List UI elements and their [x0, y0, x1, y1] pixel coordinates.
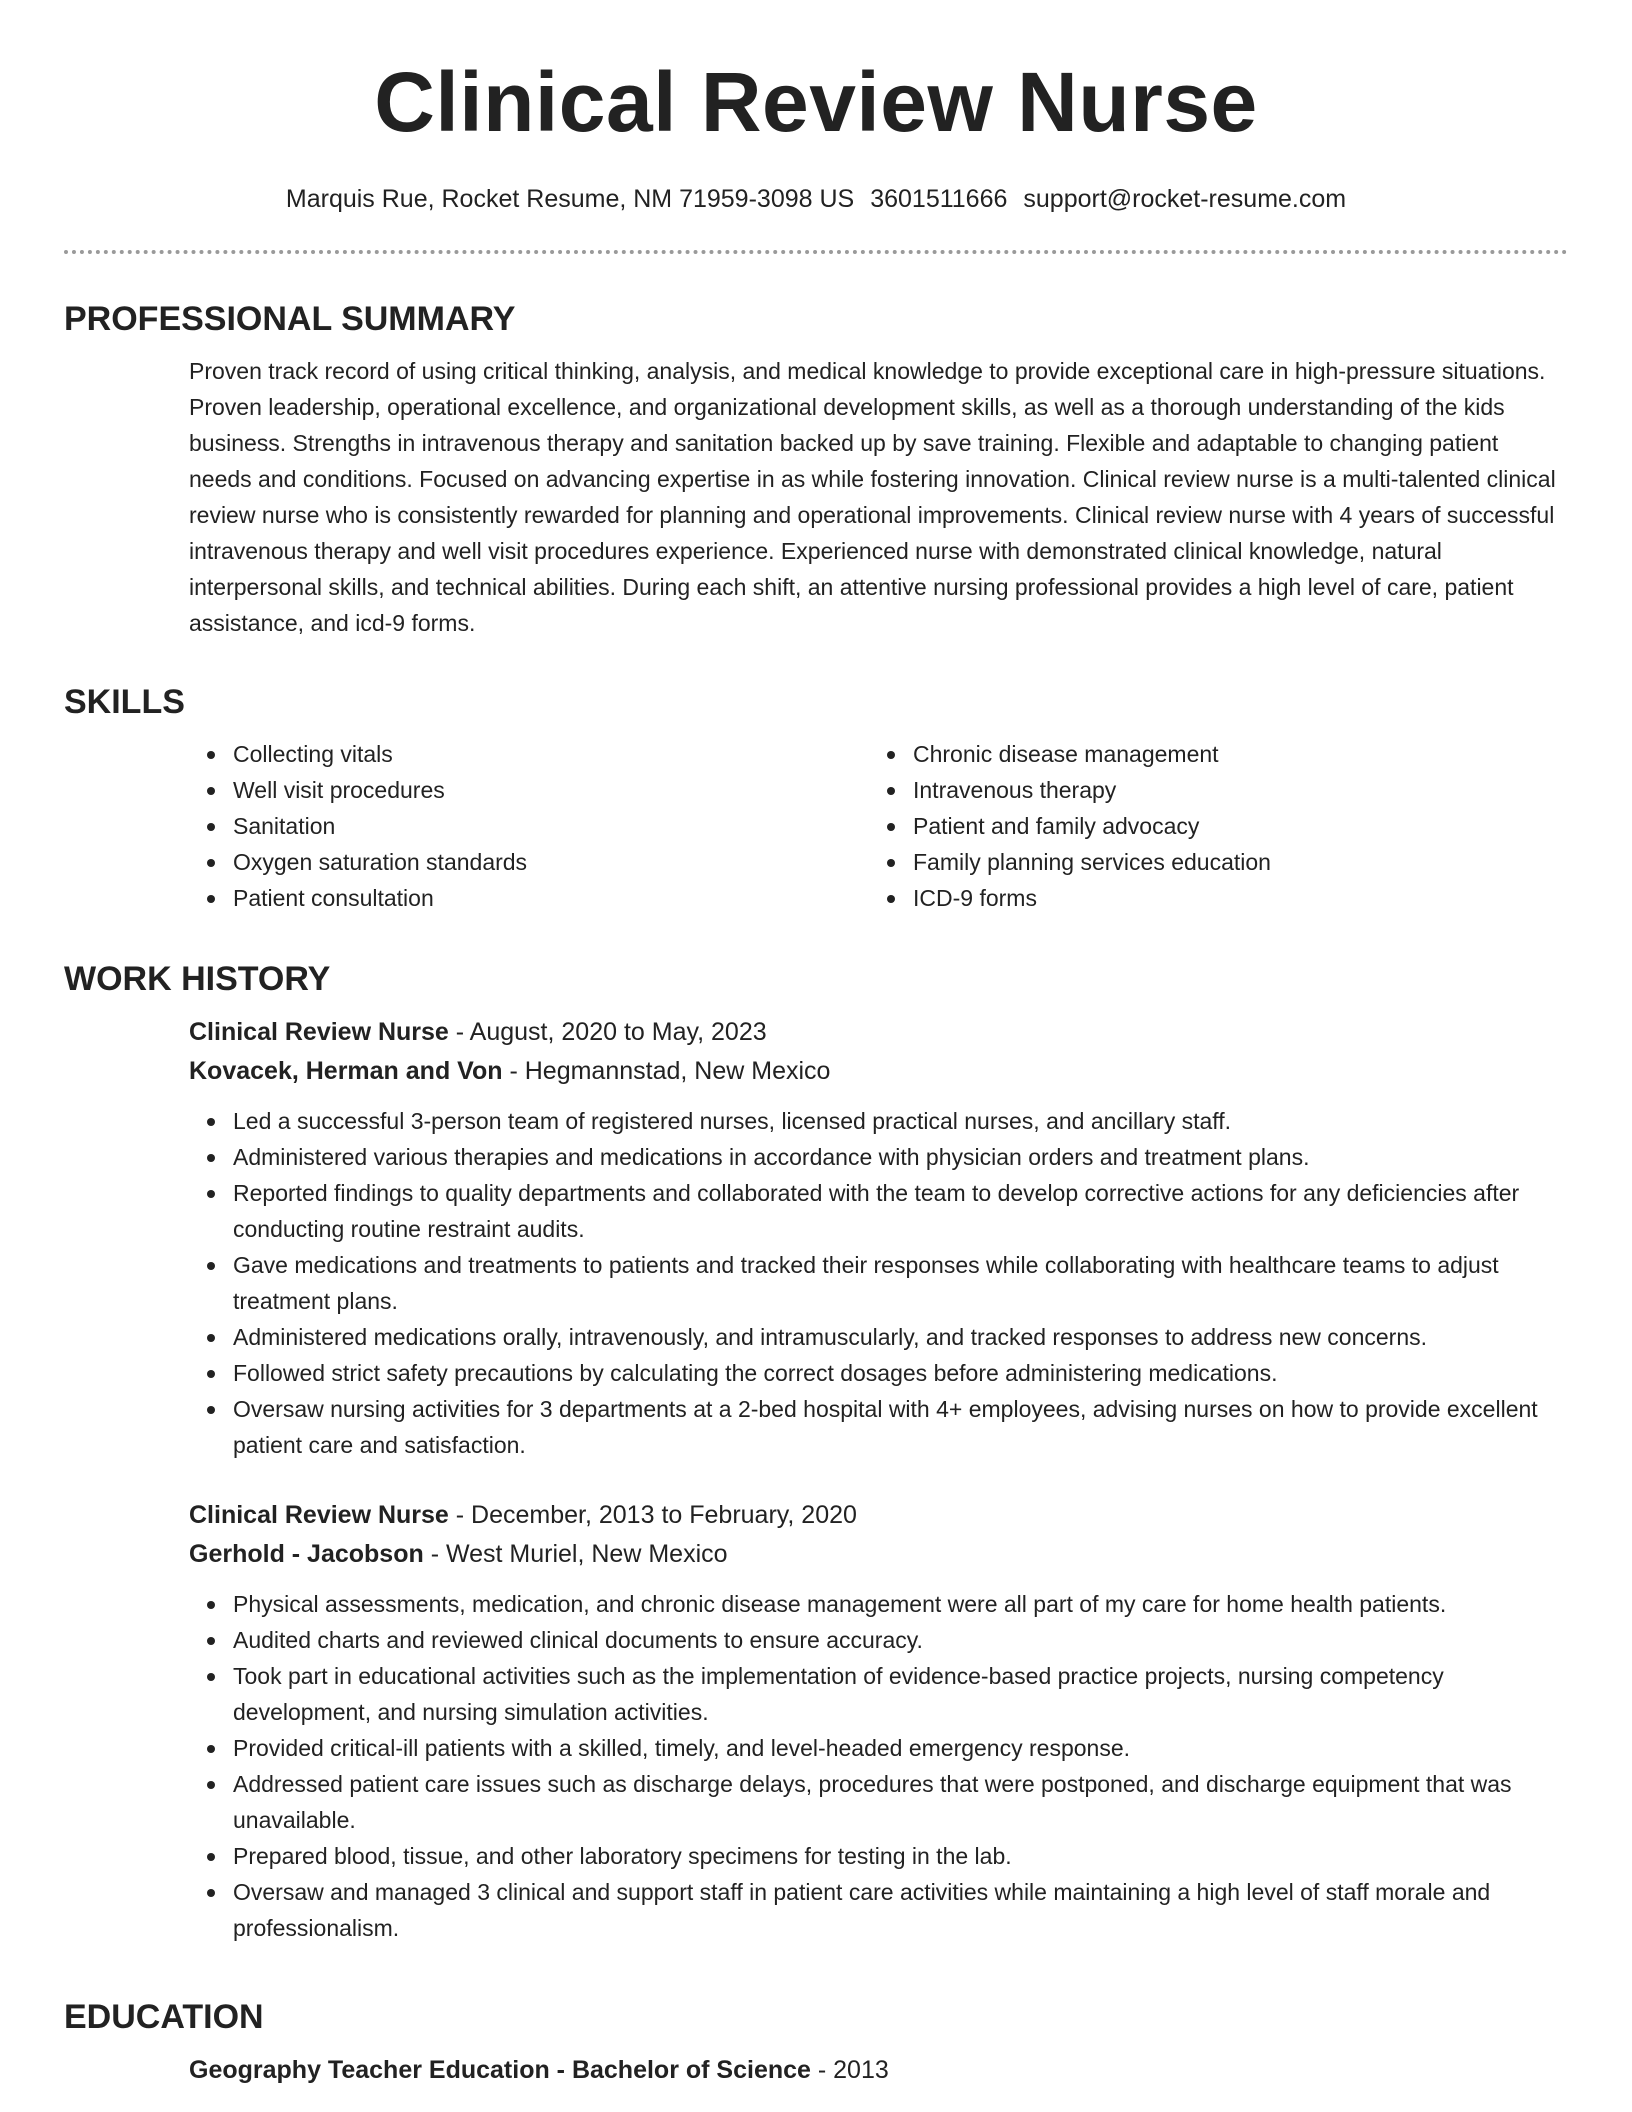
job-bullet: Addressed patient care issues such as discharge delays, procedures that were postponed, and discharge equipment that was unavailable.	[189, 1766, 1559, 1838]
skill-item: Intravenous therapy	[869, 772, 1549, 808]
job-bullet: Took part in educational activities such as the implementation of evidence-based practice projects, nursing competency development, and nursing simulation activities.	[189, 1658, 1559, 1730]
job-header	[189, 1013, 1559, 1091]
job-title: Clinical Review Nurse	[189, 1501, 449, 1529]
job-location: West Muriel, New Mexico	[445, 1540, 728, 1568]
skills-heading: SKILLS	[64, 683, 185, 721]
skill-item: Oxygen saturation standards	[189, 844, 869, 880]
job-bullet: Followed strict safety precautions by calculating the correct dosages before administering medications.	[189, 1355, 1559, 1391]
job-bullet: Gave medications and treatments to patients and tracked their responses while collaborating with healthcare teams to adjust treatment plans.	[189, 1247, 1559, 1319]
job-company: Kovacek, Herman and Von	[189, 1057, 503, 1085]
job-bullet: Administered various therapies and medications in accordance with physician orders and treatment plans.	[189, 1139, 1559, 1175]
education-line: Geography Teacher Education - Bachelor of Science - 2013	[189, 2056, 889, 2084]
job-company-line: Gerhold - Jacobson - West Muriel, New Mexico	[189, 1540, 728, 1568]
skill-item: Patient consultation	[189, 880, 869, 916]
skill-item: ICD-9 forms	[869, 880, 1549, 916]
job-bullet: Administered medications orally, intravenously, and intramuscularly, and tracked responses to address new concerns.	[189, 1319, 1559, 1355]
job-title-line: Clinical Review Nurse - December, 2013 to February, 2020	[189, 1501, 857, 1529]
job-title: Clinical Review Nurse	[189, 1018, 449, 1046]
skills-grid	[189, 736, 1559, 916]
work-entries	[189, 1013, 1559, 1946]
contact-line	[0, 181, 1632, 217]
job-dates: December, 2013 to February, 2020	[471, 1501, 857, 1529]
job-bullet: Reported findings to quality departments and collaborated with the team to develop corrective actions for any deficiencies after conducting routine restraint audits.	[189, 1175, 1559, 1247]
skills-left-column	[189, 736, 869, 916]
work-heading: WORK HISTORY	[64, 960, 331, 998]
contact-phone: 3601511666	[870, 185, 1008, 213]
skill-item: Collecting vitals	[189, 736, 869, 772]
education-section	[64, 1995, 1568, 2090]
job-bullet: Oversaw nursing activities for 3 departments at a 2-bed hospital with 4+ employees, advising nurses on how to provide excellent patient care and satisfaction.	[189, 1391, 1559, 1463]
header-divider	[64, 250, 1568, 254]
job-dates: August, 2020 to May, 2023	[469, 1018, 767, 1046]
job-entry	[189, 1013, 1559, 1463]
job-header	[189, 1496, 1559, 1574]
skill-item: Family planning services education	[869, 844, 1549, 880]
contact-address: Marquis Rue, Rocket Resume, NM 71959-3098 US	[285, 185, 855, 213]
skill-item: Patient and family advocacy	[869, 808, 1549, 844]
contact-email[interactable]: support@rocket-resume.com	[1023, 185, 1347, 213]
job-title-line: Clinical Review Nurse - August, 2020 to May, 2023	[189, 1018, 767, 1046]
job-company: Gerhold - Jacobson	[189, 1540, 424, 1568]
job-location: Hegmannstad, New Mexico	[524, 1057, 831, 1085]
summary-section	[64, 297, 1568, 641]
job-bullet: Prepared blood, tissue, and other laboratory specimens for testing in the lab.	[189, 1838, 1559, 1874]
work-section	[64, 957, 1568, 1946]
skill-item: Sanitation	[189, 808, 869, 844]
job-bullet: Provided critical-ill patients with a skilled, timely, and level-headed emergency response.	[189, 1730, 1559, 1766]
skill-item: Well visit procedures	[189, 772, 869, 808]
summary-heading: PROFESSIONAL SUMMARY	[64, 300, 516, 338]
skills-right-column	[869, 736, 1549, 916]
resume-title: Clinical Review Nurse	[374, 55, 1258, 149]
job-bullet: Physical assessments, medication, and chronic disease management were all part of my care for home health patients.	[189, 1586, 1559, 1622]
education-heading: EDUCATION	[64, 1998, 264, 2036]
education-year: 2013	[833, 2056, 889, 2084]
job-bullet: Led a successful 3-person team of registered nurses, licensed practical nurses, and ancillary staff.	[189, 1103, 1559, 1139]
education-entry	[189, 2051, 1559, 2090]
job-bullet: Oversaw and managed 3 clinical and support staff in patient care activities while maintaining a high level of staff morale and professionalism.	[189, 1874, 1559, 1946]
job-company-line: Kovacek, Herman and Von - Hegmannstad, New Mexico	[189, 1057, 831, 1085]
job-entry	[189, 1496, 1559, 1946]
skills-section	[64, 680, 1568, 916]
education-degree: Geography Teacher Education - Bachelor of Science	[189, 2056, 811, 2084]
skill-item: Chronic disease management	[869, 736, 1549, 772]
job-bullets	[189, 1586, 1559, 1946]
summary-text: Proven track record of using critical thinking, analysis, and medical knowledge to provide exceptional care in high-pressure situations. Proven leadership, operational excellence, and organizational development skills, as well as a thorough understanding of the kids business. Strengths in intravenous therapy and sanitation backed up by save training. Flexible and adaptable to changing patient needs and conditions. Focused on advancing expertise in as while fostering innovation. Clinical review nurse is a multi-talented clinical review nurse who is consistently rewarded for planning and operational improvements. Clinical review nurse with 4 years of successful intravenous therapy and well visit procedures experience. Experienced nurse with demonstrated clinical knowledge, natural interpersonal skills, and technical abilities. During each shift, an attentive nursing professional provides a high level of care, patient assistance, and icd-9 forms.	[189, 358, 1556, 636]
job-bullets	[189, 1103, 1559, 1463]
job-bullet: Audited charts and reviewed clinical documents to ensure accuracy.	[189, 1622, 1559, 1658]
